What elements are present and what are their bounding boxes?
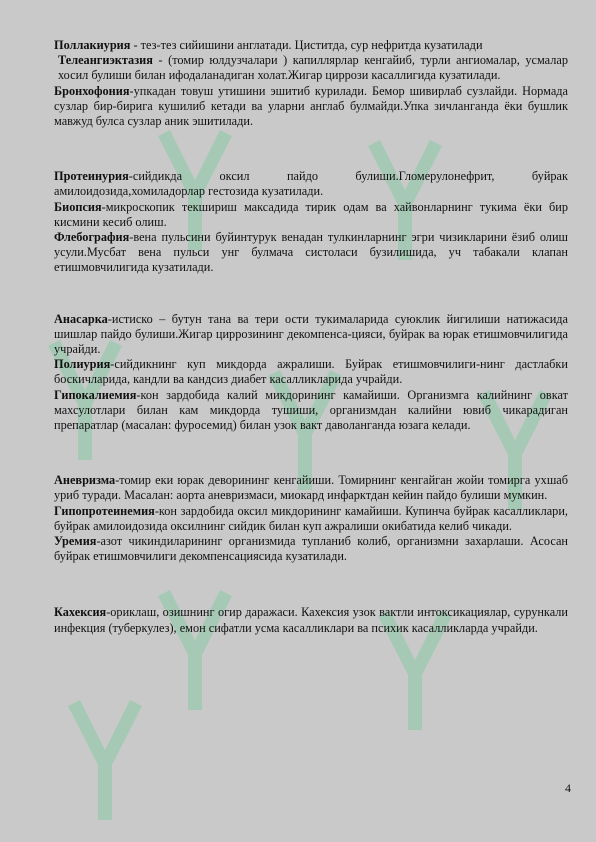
term-definition: -ориклаш, озишнинг огир даражаси. Кахексия узок вактли интоксикациялар, сурункали инфекция (туберкулез), емон сифатли усма касалликлари ва психик касалликларда учрайди. [54,605,568,635]
term-definition: -кон зардобида калий микдорининг камайиши. Организмга калийнинг овкат махсулотлари билан кам микдорда тушиши, организмдан калийни ювиб чикарадиган препаратлар (масалан: фуросемид) билан узок вакт даволанганда юзага келади. [54,387,568,433]
term-definition: -упкадан товуш утишини эшитиб курилади. Бемор шивирлаб сузлайди. Нормада сузлар бир-бирига кушилиб кетади ва уларни англаб булмайди.Упка зичланганда ёки бушлик мавжуд булса сузлар аник эшитилади. [54,83,568,129]
term-entry [54,169,568,199]
term-title: Бронхофония [54,83,130,98]
term-entry [54,84,568,130]
term-title: Биопсия [54,199,102,214]
term-title: Аневризма [54,473,116,488]
term-title: Гипокалиемия [54,387,137,402]
term-entry [54,38,568,53]
term-entry [54,53,568,83]
term-entry [54,200,568,230]
term-definition: -вена пульсини буйинтурук венадан тулкинларнинг эгри чизикларини ёзиб олиш усули.Мусбат вена пульси унг булмача систоласи бузилишида, уч табакали клапан етишмовчилигида кузатилади. [54,230,568,275]
term-definition: - (томир юлдузчалари ) капиллярлар кенгайиб, турли ангиомалар, усмалар хосил булиши билан ифодаланадиган холат.Жигар циррози касаллигида кузатилади. [58,53,568,83]
term-title: Протеинурия [54,169,129,184]
term-group-1 [54,38,568,129]
term-group-5 [54,605,568,635]
term-title: Полиурия [54,357,111,372]
term-entry [54,534,568,564]
term-definition: -истиско – бутун тана ва тери ости тукималарида суюклик йигилиши натижасида шишлар пайдо булиши.Жигар циррозининг декомпенса-цияси, буйрак ва юрак етишмовчилигида учрайди. [54,311,568,357]
term-title: Гипопротеинемия [54,503,155,518]
term-title: Уремия [54,534,97,549]
term-title: Поллакиурия [54,38,131,52]
term-entry [54,312,568,358]
term-group-4 [54,473,568,564]
term-group-2 [54,169,568,275]
term-entry [54,230,568,276]
term-definition: -кон зардобида оксил микдорининг камайиши. Купинча буйрак касалликлари, буйрак амилоидозида оксилнинг сийдик билан куп ажралиши окибатида келиб чикади. [54,503,568,533]
term-definition: -томир еки юрак деворининг кенгайиши. Томирнинг кенгайган жойи томирга ухшаб уриб туради. Масалан: аорта аневризмаси, миокард инфарктдан кейин пайдо булиши мумкин. [54,473,568,503]
term-definition: -азот чикиндиларининг организмида тупланиб колиб, организмни захарлаши. Асосан буйрак етишмовчилиги декомпенсациясида кузатилади. [54,534,568,564]
term-entry [54,504,568,534]
term-title: Кахексия [54,605,107,620]
term-definition: -сийдикнинг куп микдорда ажралиши. Буйрак етишмовчилиги-нинг дастлабки боскичларида, кандли ва кандсиз диабет касалликларида учрайди. [54,357,568,387]
term-definition: -сийдикда оксил пайдо булиши.Гломерулонефрит, буйрак амилоидозида,хомиладорлар гестозида кузатилади. [54,169,568,199]
term-group-3 [54,312,568,434]
term-title: Анасарка [54,311,108,326]
term-title: Телеангиэктазия [58,53,153,68]
watermark-logo [60,690,150,830]
page-number: 4 [565,781,571,795]
term-entry [54,605,568,635]
term-definition: -микроскопик текшириш максадида тирик одам ва хайвонларнинг тукима ёки бир кисмини кесиб олиш. [54,199,568,229]
glossary-content [54,38,568,636]
term-entry [54,473,568,503]
term-definition: - тез-тез сийишини англатади. Циститда, сур нефритда кузатилади [130,38,483,52]
term-title: Флебография [54,230,130,245]
term-entry [54,357,568,387]
term-entry [54,388,568,434]
